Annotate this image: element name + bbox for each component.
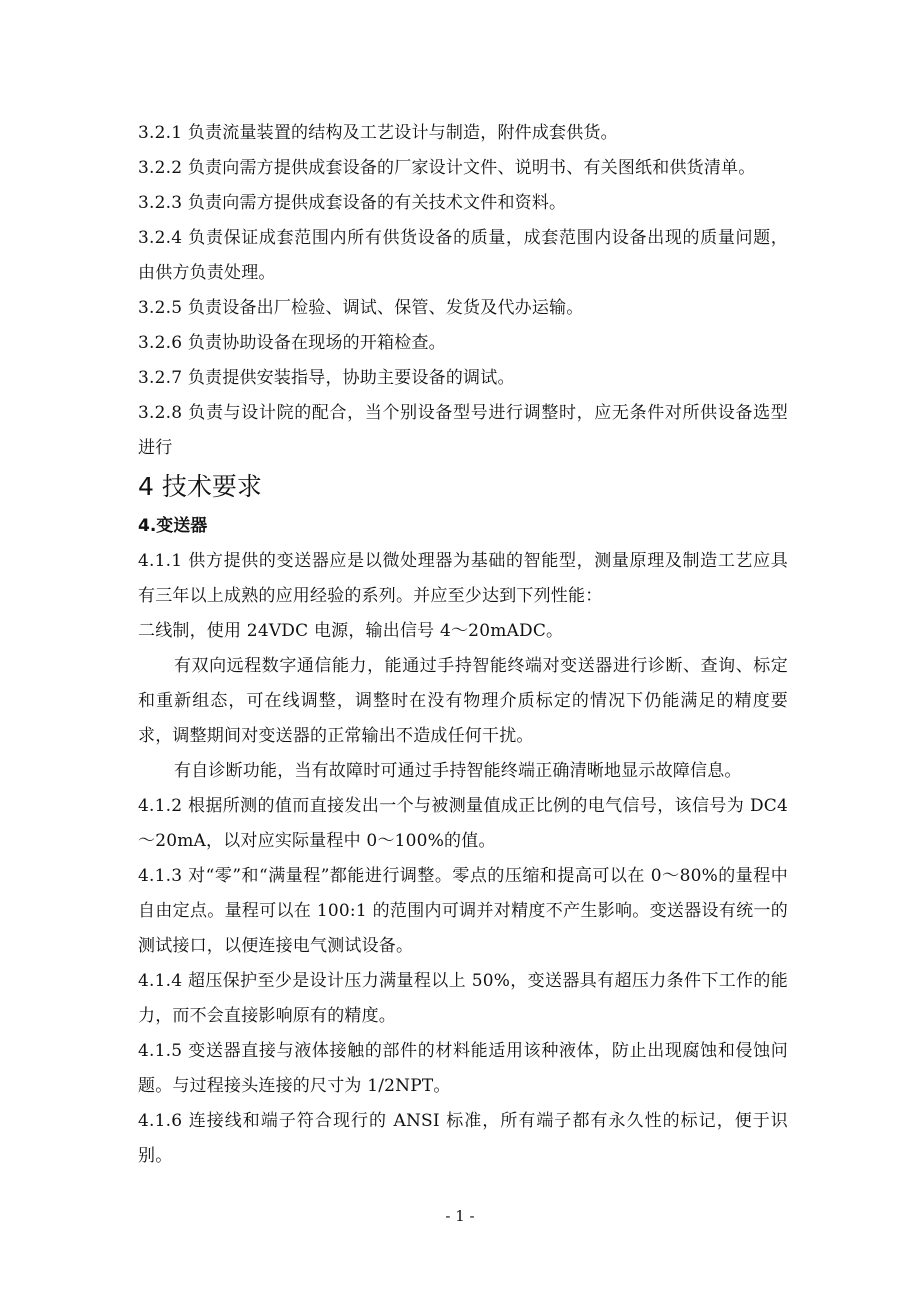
clause-4-1-1: 4.1.1 供方提供的变送器应是以微处理器为基础的智能型，测量原理及制造工艺应具有三年以上成熟的应用经验的系列。并应至少达到下列性能： [138, 551, 788, 606]
clause-4-1-1-self-diagnosis: 有自诊断功能，当有故障时可通过手持智能终端正确清晰地显示故障信息。 [174, 761, 742, 781]
document-body [138, 116, 788, 1174]
clause-3-2-2: 3.2.2 负责向需方提供成套设备的厂家设计文件、说明书、有关图纸和供货清单。 [138, 158, 756, 178]
clause-3-2-3: 3.2.3 负责向需方提供成套设备的有关技术文件和资料。 [138, 193, 567, 213]
clause-3-2-8: 3.2.8 负责与设计院的配合，当个别设备型号进行调整时，应无条件对所供设备选型进行 [138, 403, 788, 458]
clause-4-1-6: 4.1.6 连接线和端子符合现行的 ANSI 标准，所有端子都有永久性的标记，便于识别。 [138, 1111, 788, 1166]
clause-3-2-1: 3.2.1 负责流量装置的结构及工艺设计与制造，附件成套供货。 [138, 123, 618, 143]
clause-4-1-4: 4.1.4 超压保护至少是设计压力满量程以上 50%，变送器具有超压力条件下工作的能力，而不会直接影响原有的精度。 [138, 971, 788, 1026]
page-number: - 1 - [445, 1207, 475, 1225]
clause-3-2-6: 3.2.6 负责协助设备在现场的开箱检查。 [138, 333, 446, 353]
clause-4-1-5: 4.1.5 变送器直接与液体接触的部件的材料能适用该种液体，防止出现腐蚀和侵蚀问题。与过程接头连接的尺寸为 1/2NPT。 [138, 1041, 788, 1096]
clause-3-2-5: 3.2.5 负责设备出厂检验、调试、保管、发货及代办运输。 [138, 298, 584, 318]
clause-4-1-3: 4.1.3 对“零”和“满量程”都能进行调整。零点的压缩和提高可以在 0～80%的量程中自由定点。量程可以在 100:1 的范围内可调并对精度不产生影响。变送器设有统一的测试接口，以便连接电气测试设备。 [138, 866, 788, 956]
clause-3-2-4: 3.2.4 负责保证成套范围内所有供货设备的质量，成套范围内设备出现的质量问题，由供方负责处理。 [138, 228, 788, 283]
subheading-transmitter: 4.变送器 [138, 516, 208, 536]
clause-4-1-1-two-wire: 二线制，使用 24VDC 电源，输出信号 4～20mADC。 [138, 621, 564, 641]
clause-3-2-7: 3.2.7 负责提供安装指导，协助主要设备的调试。 [138, 368, 515, 388]
clause-4-1-2: 4.1.2 根据所测的值而直接发出一个与被测量值成正比例的电气信号，该信号为 DC4～20mA，以对应实际量程中 0～100%的值。 [138, 796, 788, 851]
section-heading-technical-requirements: 4 技术要求 [138, 472, 262, 501]
clause-4-1-1-communication: 有双向远程数字通信能力，能通过手持智能终端对变送器进行诊断、查询、标定和重新组态，可在线调整，调整时在没有物理介质标定的情况下仍能满足的精度要求，调整期间对变送器的正常输出不造成任何干扰。 [138, 656, 788, 746]
